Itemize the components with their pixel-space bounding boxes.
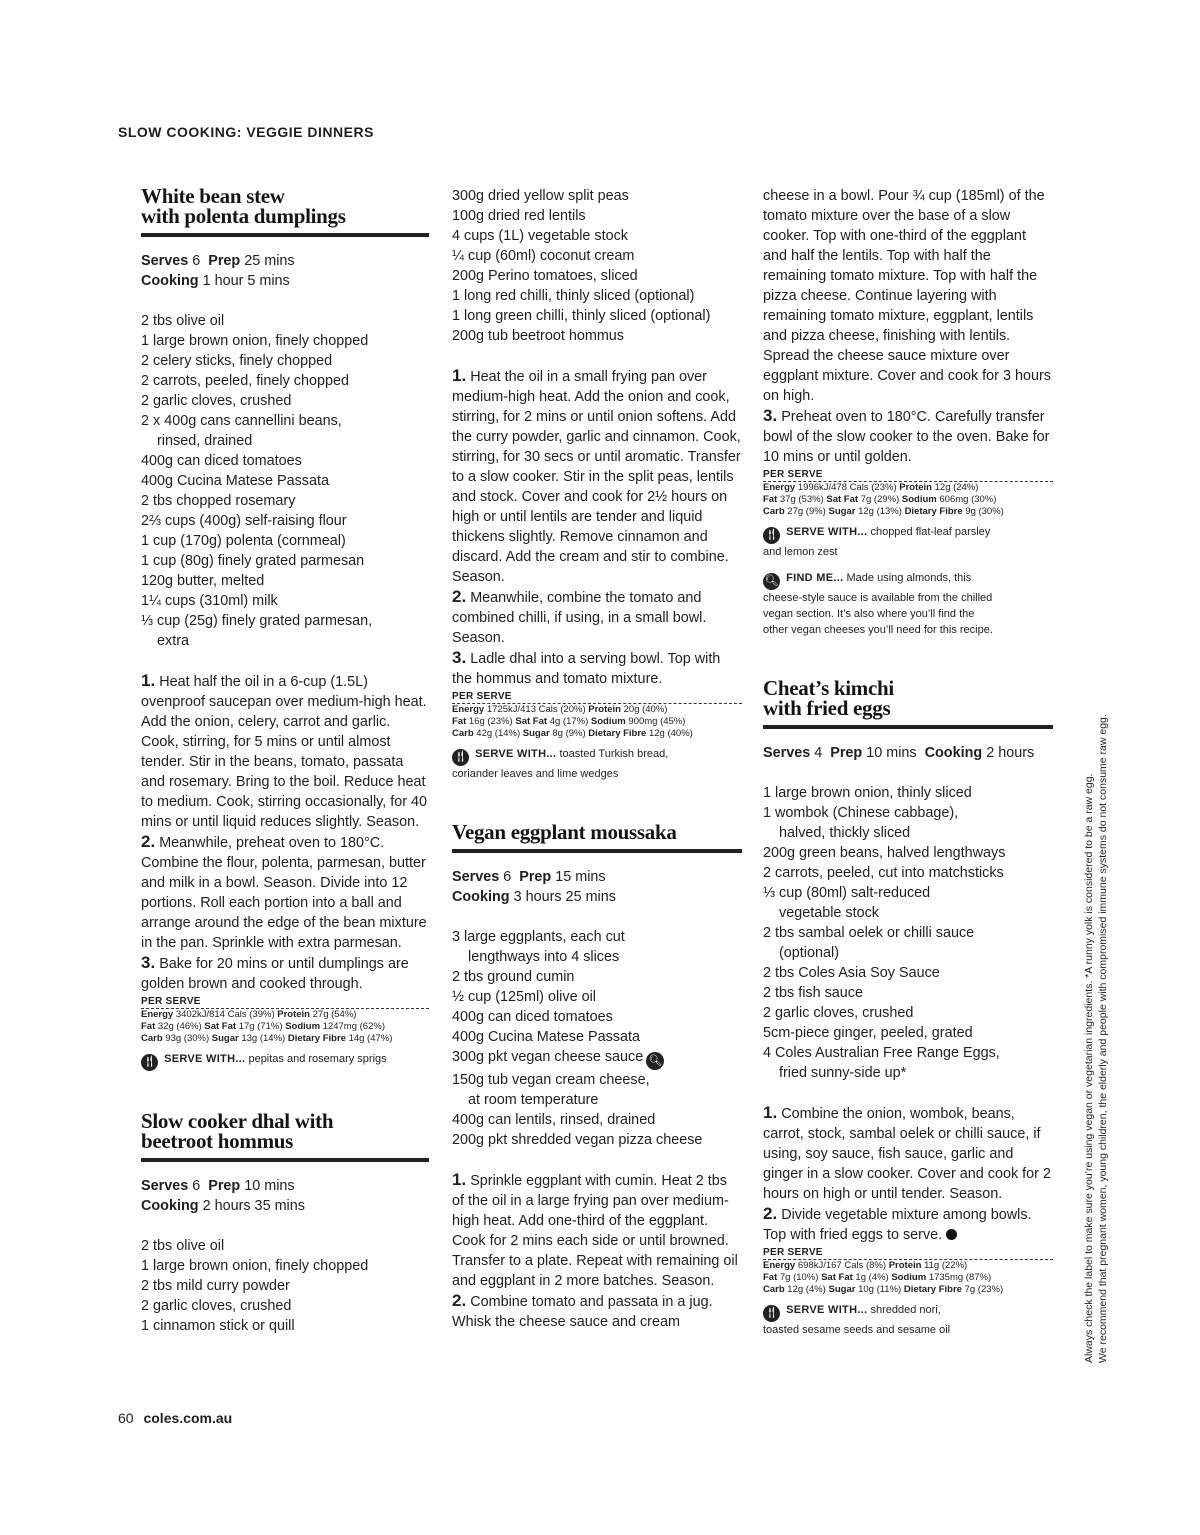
recipe2-title: Slow cooker dhal with beetroot hommus bbox=[141, 1109, 334, 1153]
recipe3-step-2b: cheese in a bowl. Pour ¾ cup (185ml) of the tomato mixture over the base of a slow cooker. Top with one-third of the eggplant and half the lentils. Top with half the remaining tomato mixture. Top with half the pizza cheese. Continue layering with remaining tomato mixture, eggplant, lentils and pizza cheese, finishing with lentils. Spread the cheese sauce mixture over eggplant mixture. Cover and cook for 3 hours on high. bbox=[763, 188, 1051, 404]
title-rule bbox=[763, 725, 1053, 729]
recipe2-meta: Serves 6 Prep 10 mins Cooking 2 hours 35 mins bbox=[141, 1178, 305, 1214]
ingredient: lengthways into 4 slices bbox=[468, 949, 620, 965]
ingredient: 2 garlic cloves, crushed bbox=[141, 1298, 292, 1314]
recipe1-ingredients bbox=[141, 311, 429, 651]
magnifier-icon: 🔍︎ bbox=[646, 1052, 664, 1070]
ingredient: ⅓ cup (25g) finely grated parmesan, bbox=[141, 613, 373, 629]
recipe2-nutrition: PER SERVE Energy 1725kJ/413 Cals (20%) Protein 20g (40%) Fat 16g (23%) Sat Fat 4g (17%) Sodium 900mg (45%) Carb 42g (14%) Sugar 8g (9%) Dietary Fibre 12g (40%) bbox=[452, 691, 742, 740]
ingredient: 100g dried red lentils bbox=[452, 208, 586, 224]
title-rule bbox=[141, 233, 429, 237]
ingredient: rinsed, drained bbox=[157, 433, 253, 449]
ingredient: 400g can diced tomatoes bbox=[141, 453, 302, 469]
ingredient: 5cm-piece ginger, peeled, grated bbox=[763, 1025, 973, 1041]
ingredient: 2 celery sticks, finely chopped bbox=[141, 353, 333, 369]
recipe3-title: Vegan eggplant moussaka bbox=[452, 820, 677, 844]
ingredient: 2⅔ cups (400g) self-raising flour bbox=[141, 513, 347, 529]
ingredient: 400g can diced tomatoes bbox=[452, 1009, 613, 1025]
page-footer bbox=[118, 1410, 232, 1426]
recipe1-title: White bean stew with polenta dumplings bbox=[141, 184, 346, 228]
ingredient: 1 large brown onion, finely chopped bbox=[141, 1258, 369, 1274]
column-1 bbox=[141, 186, 429, 1336]
cutlery-icon: 🍴︎ bbox=[763, 1305, 780, 1322]
recipe3-ingredients bbox=[452, 927, 742, 1150]
recipe4-title: Cheat’s kimchi with fried eggs bbox=[763, 676, 894, 720]
ingredient: 2 garlic cloves, crushed bbox=[763, 1005, 914, 1021]
ingredient: vegetable stock bbox=[779, 905, 879, 921]
recipe3-nutrition: PER SERVE Energy 1996kJ/478 Cals (23%) Protein 12g (24%) Fat 37g (53%) Sat Fat 7g (29%) Sodium 606mg (30%) Carb 27g (9%) Sugar 12g (13%) Dietary Fibre 9g (30%) bbox=[763, 469, 1053, 518]
ingredient: 120g butter, melted bbox=[141, 573, 265, 589]
page-number: 60 bbox=[118, 1410, 134, 1426]
recipe3-step-1: 1. Sprinkle eggplant with cumin. Heat 2 tbs of the oil in a large frying pan over medium-high heat. Add one-third of the eggplant. Cook for 2 mins each side or until browned. Transfer to a plate. Repeat with remaining oil and eggplant in 2 more batches. Season. bbox=[452, 1170, 738, 1289]
ingredient: 1 large brown onion, finely chopped bbox=[141, 333, 369, 349]
ingredient: 400g can lentils, rinsed, drained bbox=[452, 1112, 656, 1128]
recipe1-nutrition: PER SERVE Energy 3402kJ/814 Cals (39%) Protein 27g (54%) Fat 32g (46%) Sat Fat 17g (71%) Sodium 1247mg (62%) Carb 93g (30%) Sugar 13g (14%) Dietary Fibre 14g (47%) bbox=[141, 996, 429, 1045]
ingredient: 4 cups (1L) vegetable stock bbox=[452, 228, 628, 244]
ingredient: halved, thickly sliced bbox=[779, 825, 911, 841]
ingredient: 400g Cucina Matese Passata bbox=[141, 473, 329, 489]
ingredient: 200g tub beetroot hommus bbox=[452, 328, 624, 344]
ingredient: 1 cup (80g) finely grated parmesan bbox=[141, 553, 365, 569]
section-header: SLOW COOKING: VEGGIE DINNERS bbox=[118, 124, 374, 140]
recipe4-step-1: 1. Combine the onion, wombok, beans, carrot, stock, sambal oelek or chilli sauce, if using, soy sauce, fish sauce, garlic and ginger in a slow cooker. Cover and cook for 2 hours on high or until tender. Season. bbox=[763, 1103, 1051, 1202]
ingredient: 2 tbs mild curry powder bbox=[141, 1278, 290, 1294]
title-rule bbox=[452, 849, 742, 853]
ingredient: 2 garlic cloves, crushed bbox=[141, 393, 292, 409]
ingredient: 4 Coles Australian Free Range Eggs, bbox=[763, 1045, 1000, 1061]
ingredient: 1 cup (170g) polenta (cornmeal) bbox=[141, 533, 346, 549]
column-3 bbox=[763, 186, 1053, 1338]
ingredient: 2 tbs olive oil bbox=[141, 1238, 225, 1254]
recipe2-serve-with: 🍴︎ SERVE WITH... toasted Turkish bread, coriander leaves and lime wedges bbox=[452, 748, 669, 780]
ingredient: 2 x 400g cans cannellini beans, bbox=[141, 413, 342, 429]
title-rule bbox=[141, 1158, 429, 1162]
recipe3-serve-with: 🍴︎ SERVE WITH... chopped flat-leaf parsley and lemon zest bbox=[763, 526, 991, 558]
ingredient: 2 tbs olive oil bbox=[141, 313, 225, 329]
ingredient: 200g green beans, halved lengthways bbox=[763, 845, 1006, 861]
ingredient: at room temperature bbox=[468, 1092, 599, 1108]
recipe1-meta: Serves 6 Prep 25 mins Cooking 1 hour 5 mins bbox=[141, 253, 295, 289]
magnifier-icon: 🔍︎ bbox=[763, 573, 780, 590]
ingredient: 1 wombok (Chinese cabbage), bbox=[763, 805, 959, 821]
recipe1-step-1: 1. Heat half the oil in a 6-cup (1.5L) ovenproof saucepan over medium-high heat. Add the onion, celery, carrot and garlic. Cook, stirring, for 5 mins or until almost tender. Stir in the beans, tomato, passata and rosemary. Bring to the boil. Reduce heat to medium. Cook, stirring occasionally, for 40 mins or until liquid reduces slightly. Season. bbox=[141, 671, 428, 830]
ingredient: (optional) bbox=[779, 945, 839, 961]
ingredient: 300g dried yellow split peas bbox=[452, 188, 629, 204]
recipe4-serve-with: 🍴︎ SERVE WITH... shredded nori, toasted sesame seeds and sesame oil bbox=[763, 1304, 951, 1336]
recipe3-step-2a: 2. Combine tomato and passata in a jug. Whisk the cheese sauce and cream bbox=[452, 1291, 713, 1330]
recipe2-ingredients-a bbox=[141, 1236, 429, 1336]
ingredient: 150g tub vegan cream cheese, bbox=[452, 1072, 650, 1088]
recipe2-ingredients-b bbox=[452, 186, 742, 346]
column-2 bbox=[452, 186, 742, 1332]
ingredient: 2 tbs sambal oelek or chilli sauce bbox=[763, 925, 975, 941]
ingredient: fried sunny-side up* bbox=[779, 1065, 907, 1081]
ingredient: ⅓ cup (80ml) salt-reduced bbox=[763, 885, 931, 901]
recipe2-step-1: 1. Heat the oil in a small frying pan over medium-high heat. Add the onion and cook, stirring, for 2 mins or until onion softens. Add the curry powder, garlic and cinnamon. Cook, stirring, for 30 secs or until aromatic. Transfer to a slow cooker. Stir in the split peas, lentils and stock. Cover and cook for 2½ hours on high or until lentils are tender and liquid thickens slightly. Remove cinnamon and discard. Add the cream and stir to combine. Season. bbox=[452, 366, 741, 585]
ingredient: 2 tbs Coles Asia Soy Sauce bbox=[763, 965, 940, 981]
ingredient: 3 large eggplants, each cut bbox=[452, 929, 625, 945]
recipe4-nutrition: PER SERVE Energy 698kJ/167 Cals (8%) Protein 11g (22%) Fat 7g (10%) Sat Fat 1g (4%) Sodium 1735mg (87%) Carb 12g (4%) Sugar 10g (11%) Dietary Fibre 7g (23%) bbox=[763, 1247, 1053, 1296]
ingredient: 2 tbs ground cumin bbox=[452, 969, 575, 985]
recipe1-serve-with: 🍴︎ SERVE WITH... pepitas and rosemary sprigs bbox=[141, 1051, 429, 1071]
ingredient: 1 long green chilli, thinly sliced (optional) bbox=[452, 308, 711, 324]
ingredient: ½ cup (125ml) olive oil bbox=[452, 989, 596, 1005]
ingredient: extra bbox=[157, 633, 189, 649]
ingredient: 2 carrots, peeled, finely chopped bbox=[141, 373, 349, 389]
recipe2-step-3: 3. Ladle dhal into a serving bowl. Top with the hommus and tomato mixture. bbox=[452, 648, 721, 687]
recipe4-ingredients bbox=[763, 783, 1053, 1083]
recipe1-step-3: 3. Bake for 20 mins or until dumplings are golden brown and cooked through. bbox=[141, 953, 409, 992]
recipe3-meta: Serves 6 Prep 15 mins Cooking 3 hours 25 mins bbox=[452, 869, 616, 905]
recipe4-meta: Serves 4 Prep 10 mins Cooking 2 hours bbox=[763, 745, 1035, 761]
recipe3-step-3: 3. Preheat oven to 180°C. Carefully transfer bowl of the slow cooker to the oven. Bake for 10 mins or until golden. bbox=[763, 406, 1050, 465]
recipe3-find-me: 🔍︎ FIND ME... Made using almonds, this cheese-style sauce is available from the chilled vegan section. It’s also where you’ll find the other vegan cheeses you’ll need for this recipe. bbox=[763, 572, 993, 636]
side-note: Always check the label to make sure you’re using vegan or vegetarian ingredients. *A runny yolk is considered to be a raw egg. We recommend that pregnant women, young children, the elderly and people with compromised immune systems do not consume raw egg. bbox=[1083, 714, 1109, 1363]
recipe4-step-2: 2. Divide vegetable mixture among bowls. Top with fried eggs to serve. bbox=[763, 1204, 1032, 1243]
cutlery-icon: 🍴︎ bbox=[763, 527, 780, 544]
ingredient: 300g pkt vegan cheese sauce 🔍︎ bbox=[452, 1047, 742, 1070]
cutlery-icon: 🍴︎ bbox=[452, 749, 469, 766]
ingredient: ¼ cup (60ml) coconut cream bbox=[452, 248, 635, 264]
ingredient: 1 large brown onion, thinly sliced bbox=[763, 785, 972, 801]
ingredient: 1 cinnamon stick or quill bbox=[141, 1318, 295, 1334]
recipe1-step-2: 2. Meanwhile, preheat oven to 180°C. Combine the flour, polenta, parmesan, butter and milk in a bowl. Season. Divide into 12 portions. Roll each portion into a ball and arrange around the edge of the bean mixture in the pan. Sprinkle with extra parmesan. bbox=[141, 832, 427, 951]
end-dot-icon bbox=[946, 1229, 957, 1240]
ingredient: 1¼ cups (310ml) milk bbox=[141, 593, 278, 609]
site-link[interactable]: coles.com.au bbox=[143, 1410, 233, 1426]
ingredient: 1 long red chilli, thinly sliced (optional) bbox=[452, 288, 695, 304]
ingredient: 200g pkt shredded vegan pizza cheese bbox=[452, 1132, 703, 1148]
ingredient: 2 carrots, peeled, cut into matchsticks bbox=[763, 865, 1004, 881]
cutlery-icon: 🍴︎ bbox=[141, 1054, 158, 1071]
ingredient: 200g Perino tomatoes, sliced bbox=[452, 268, 638, 284]
recipe2-step-2: 2. Meanwhile, combine the tomato and combined chilli, if using, in a small bowl. Season. bbox=[452, 587, 707, 646]
ingredient: 400g Cucina Matese Passata bbox=[452, 1029, 640, 1045]
ingredient: 2 tbs chopped rosemary bbox=[141, 493, 296, 509]
ingredient: 2 tbs fish sauce bbox=[763, 985, 863, 1001]
